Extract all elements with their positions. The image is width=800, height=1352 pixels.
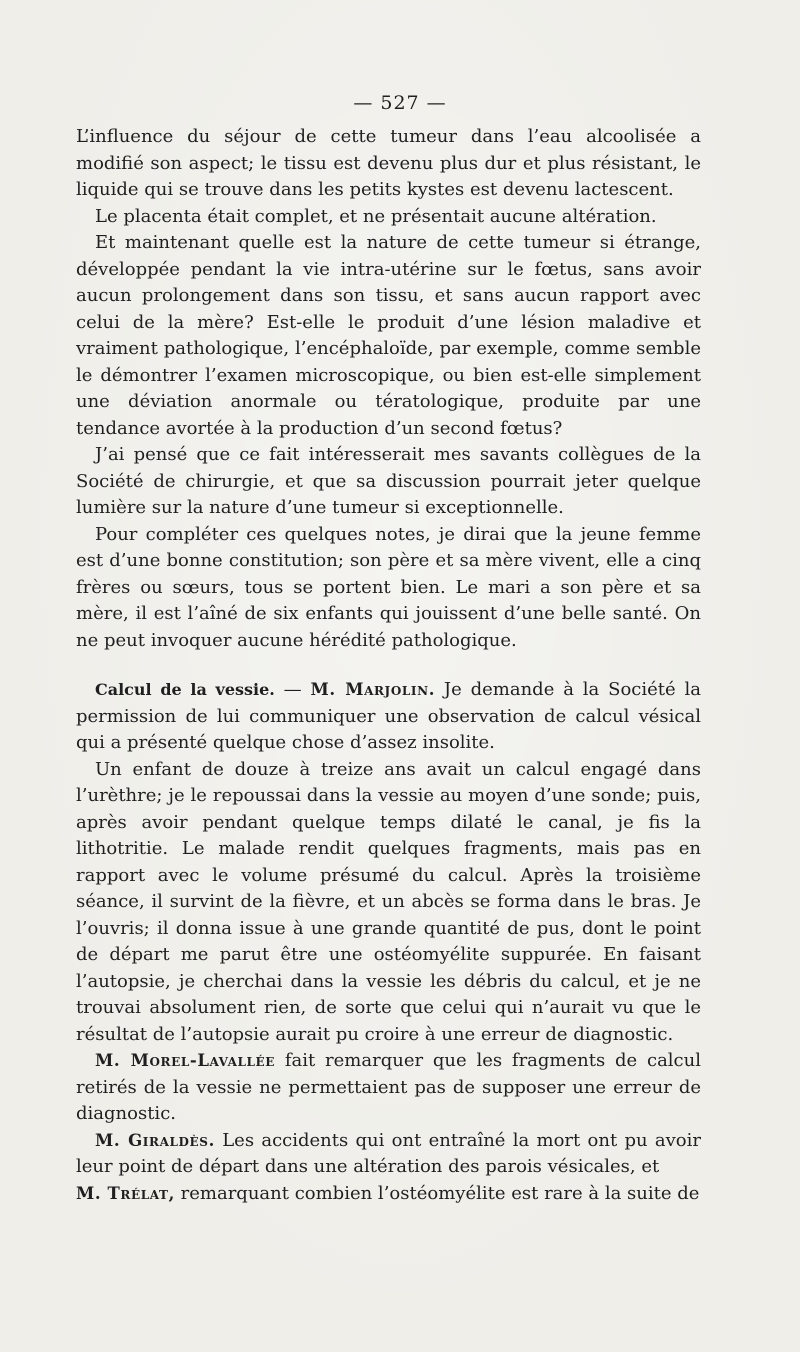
section-heading: Calcul de la vessie. bbox=[95, 680, 275, 699]
paragraph-tumor-nature: Et maintenant quelle est la nature de cette tumeur si étrange, développée pendant la vie intra-utérine sur le fœtus, sans avoir aucun prolongement dans son tissu, et sans aucun rapport avec celui de la mère? Est-elle le produit d’une lésion maladive et vraiment pathologique, l’encéphaloïde, par exemple, comme semble le démontrer l’examen microscopique, ou bien est-elle simplement une déviation anormale ou tératologique, produite par une tendance avortée à la production d’un second fœtus? bbox=[76, 232, 701, 439]
paragraph-tumor-aspect: L’influence du séjour de cette tumeur dans l’eau alcoolisée a modifié son aspect; le tissu est devenu plus dur et plus résistant, le liquide qui se trouve dans les petits kystes est devenu lactescent. bbox=[76, 126, 701, 200]
page-number: — 527 — bbox=[353, 92, 447, 114]
paragraph-morel-lavallee bbox=[76, 1048, 701, 1128]
marjolin-intro: Je demande à la Société la permission de lui communiquer une observation de calcul vésical qui a présenté quelque chose d’assez insolite. bbox=[76, 679, 701, 753]
paragraph-placenta: Le placenta était complet, et ne présentait aucune altération. bbox=[95, 205, 657, 227]
page-body bbox=[76, 124, 701, 1207]
speaker-trelat: M. Trélat, bbox=[76, 1183, 175, 1203]
heading-separator: — bbox=[274, 679, 311, 700]
speaker-giraldes: M. Giraldès. bbox=[95, 1130, 215, 1150]
paragraph-giraldes bbox=[76, 1128, 701, 1208]
speaker-morel-lavallee: M. Morel-Lavallée bbox=[95, 1051, 276, 1070]
trelat-remark: remarquant combien l’ostéomyélite est rare à la suite de bbox=[174, 1182, 700, 1204]
speaker-marjolin: M. Marjolin. bbox=[310, 680, 436, 699]
giraldes-remark: Les accidents qui ont entraîné la mort ont pu avoir leur point de départ dans une altération des parois vésicales, et bbox=[76, 1129, 701, 1177]
paragraph-case-report: Un enfant de douze à treize ans avait un calcul engagé dans l’urèthre; je le repoussai dans la vessie au moyen d’une sonde; puis, après avoir pendant quelque temps dilaté le canal, je fis la lithotritie. Le malade rendit quelques fragments, mais pas en rapport avec le volume présumé du calcul. Après la troisième séance, il survint de la fièvre, et un abcès se forma dans le bras. Je l’ouvris; il donna issue à une grande quantité de pus, dont le point de départ me parut être une ostéomyélite suppurée. En faisant l’autopsie, je cherchai dans la vessie les débris du calcul, et je ne trouvai absolument rien, de sorte que celui qui n’aurait vu que le résultat de l’autopsie aurait pu croire à une erreur de diagnostic. bbox=[76, 758, 701, 1045]
paragraph-heredity: Pour compléter ces quelques notes, je dirai que la jeune femme est d’une bonne constitution; son père et sa mère vivent, elle a cinq frères ou sœurs, tous se portent bien. Le mari a son père et sa mère, il est l’aîné de six enfants qui jouissent d’une belle santé. On ne peut invoquer aucune hérédité pathologique. bbox=[76, 523, 701, 651]
paragraph-calcul-heading bbox=[76, 677, 701, 757]
morel-lavallee-remark: fait remarquer que les fragments de calcul retirés de la vessie ne permettaient pas de supposer une erreur de diagnostic. bbox=[76, 1050, 701, 1124]
paragraph-society: J’ai pensé que ce fait intéresserait mes savants collègues de la Société de chirurgie, et que sa discussion pourrait jeter quelque lumière sur la nature d’une tumeur si exceptionnelle. bbox=[76, 444, 701, 518]
